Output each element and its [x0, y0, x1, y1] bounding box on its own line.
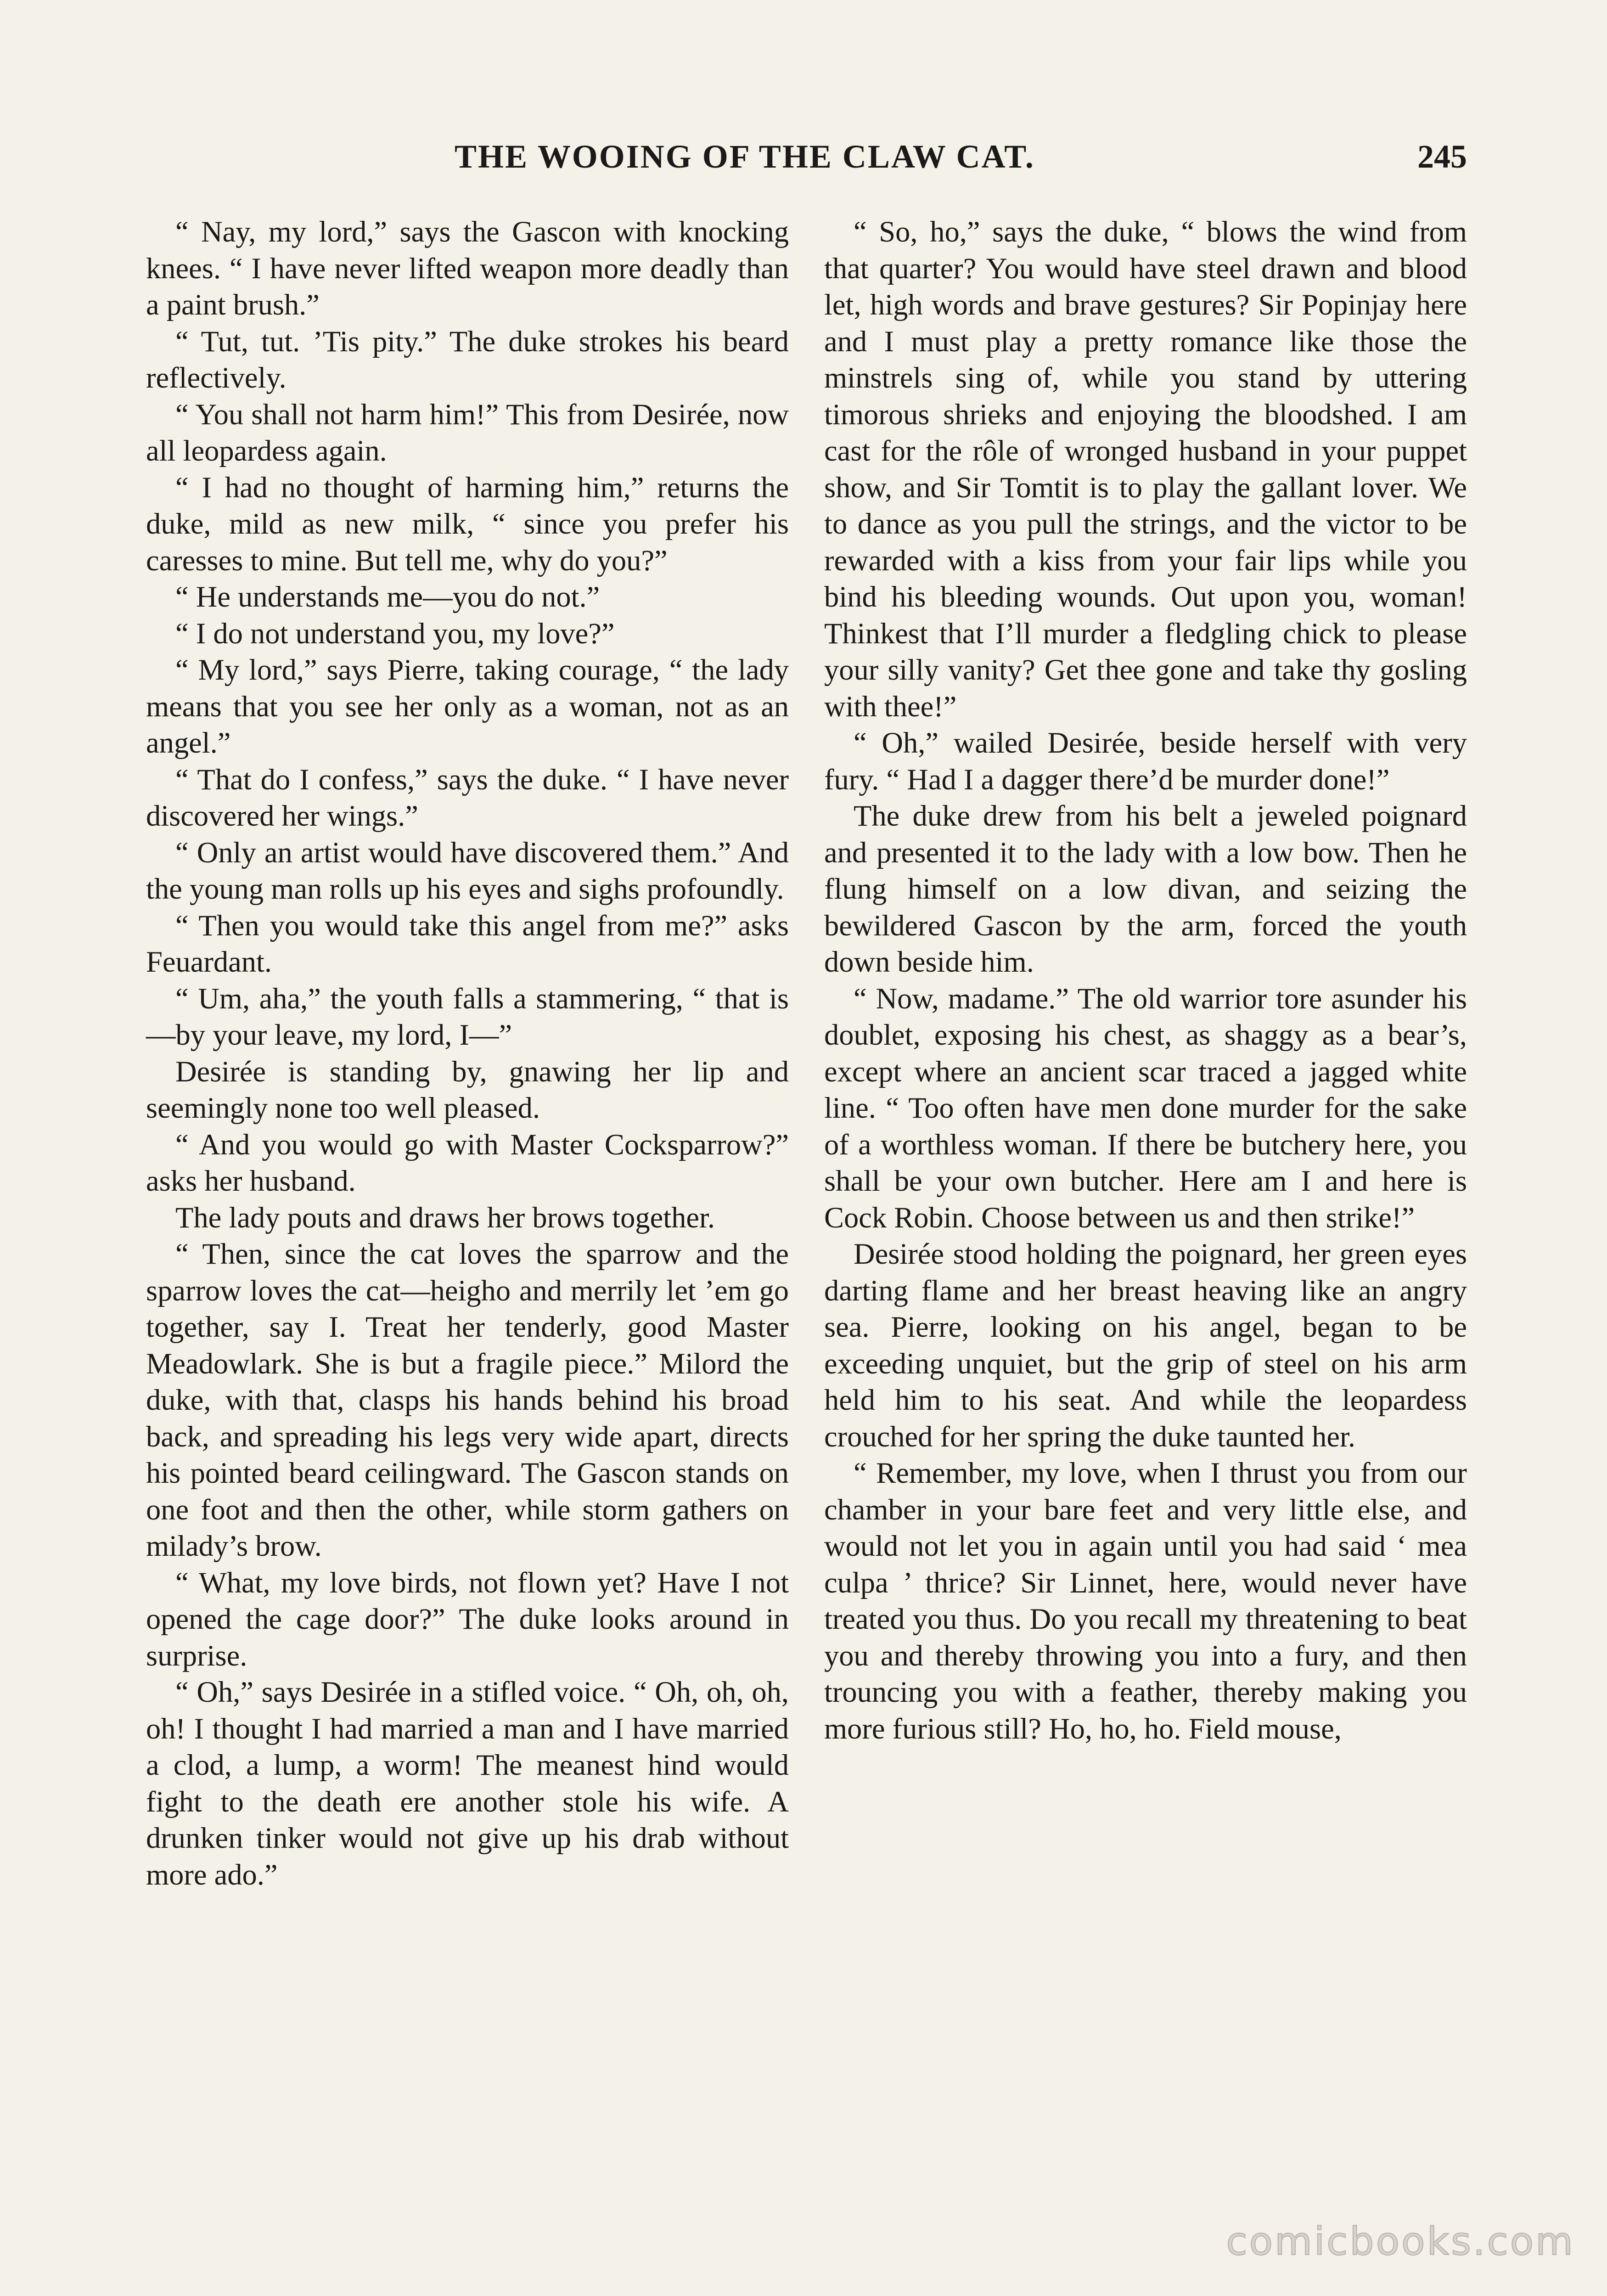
paragraph: “ Then you would take this angel from me?” asks Feuardant. — [146, 909, 789, 978]
paragraph: “ I do not understand you, my love?” — [175, 617, 615, 650]
left-column — [146, 214, 789, 1893]
paragraph: “ Oh,” says Desirée in a stifled voice. “ Oh, oh, oh, oh! I thought I had married a man and I have married a clod, a lump, a worm! The meanest hind would fight to the death ere another stole his wife. A drunken tinker would not give up his drab without more ado.” — [146, 1676, 789, 1891]
paragraph: “ You shall not harm him!” This from Desirée, now all leopardess again. — [146, 398, 789, 467]
paragraph: The lady pouts and draws her brows together. — [175, 1201, 715, 1234]
paragraph: “ And you would go with Master Cocksparrow?” asks her husband. — [146, 1128, 789, 1197]
paragraph: “ That do I confess,” says the duke. “ I have never discovered her wings.” — [146, 763, 789, 832]
right-column — [824, 214, 1467, 1747]
paragraph: “ So, ho,” says the duke, “ blows the wind from that quarter? You would have steel drawn and blood let, high words and brave gestures? Sir Popinjay here and I must play a pretty romance like those the minstrels sing of, while you stand by uttering timorous shrieks and enjoying the bloodshed. I am cast for the rôle of wronged husband in your puppet show, and Sir Tomtit is to play the gallant lover. We to dance as you pull the strings, and the victor to be rewarded with a kiss from your fair lips while you bind his bleeding wounds. Out upon you, woman! Thinkest that I’ll murder a fledgling chick to please your silly vanity? Get thee gone and take thy gosling with thee!” — [824, 215, 1467, 723]
paragraph: “ What, my love birds, not flown yet? Have I not opened the cage door?” The duke looks around in surprise. — [146, 1566, 789, 1672]
watermark: comicbooks.com — [1226, 2219, 1575, 2264]
paragraph: “ Nay, my lord,” says the Gascon with knocking knees. “ I have never lifted weapon more deadly than a paint brush.” — [146, 215, 789, 321]
paragraph: Desirée is standing by, gnawing her lip and seemingly none too well pleased. — [146, 1055, 789, 1124]
paragraph: “ He understands me—you do not.” — [175, 580, 600, 613]
paragraph: “ Oh,” wailed Desirée, beside herself with very fury. “ Had I a dagger there’d be murder done!” — [824, 726, 1467, 796]
paragraph: “ I had no thought of harming him,” returns the duke, mild as new milk, “ since you prefer his caresses to mine. But tell me, why do you?” — [146, 471, 789, 577]
paragraph: “ Remember, my love, when I thrust you from our chamber in your bare feet and very little else, and would not let you in again until you had said ‘ mea culpa ’ thrice? Sir Linnet, here, would never have treated you thus. Do you recall my threatening to beat you and thereby throwing you into a fury, and then trouncing you with a feather, thereby making you more furious still? Ho, ho, ho. Field mouse, — [824, 1457, 1467, 1745]
running-title: THE WOOING OF THE CLAW CAT. — [455, 138, 1035, 175]
paragraph: “ My lord,” says Pierre, taking courage, “ the lady means that you see her only as a woman, not as an angel.” — [146, 653, 789, 759]
paragraph: “ Tut, tut. ’Tis pity.” The duke strokes his beard reflectively. — [146, 325, 789, 394]
paragraph: The duke drew from his belt a jeweled poignard and presented it to the lady with a low bow. Then he flung himself on a low divan, and seizing the bewildered Gascon by the arm, forced the youth down beside him. — [824, 799, 1467, 978]
paragraph: “ Then, since the cat loves the sparrow and the sparrow loves the cat—heigho and merrily let ’em go together, say I. Treat her tenderly, good Master Meadowlark. She is but a fragile piece.” Milord the duke, with that, clasps his hands behind his broad back, and spreading his legs very wide apart, directs his pointed beard ceilingward. The Gascon stands on one foot and then the other, while storm gathers on milady’s brow. — [146, 1238, 789, 1562]
paragraph: Desirée stood holding the poignard, her green eyes darting flame and her breast heaving like an angry sea. Pierre, looking on his angel, began to be exceeding unquiet, but the grip of steel on his arm held him to his seat. And while the leopardess crouched for her spring the duke taunted her. — [824, 1238, 1467, 1453]
running-head — [455, 138, 1467, 193]
paragraph: “ Um, aha,” the youth falls a stammering, “ that is—by your leave, my lord, I—” — [146, 982, 789, 1051]
page-number: 245 — [1417, 138, 1467, 175]
paragraph: “ Only an artist would have discovered them.” And the young man rolls up his eyes and sighs profoundly. — [146, 836, 789, 905]
paragraph: “ Now, madame.” The old warrior tore asunder his doublet, exposing his chest, as shaggy as a bear’s, except where an ancient scar traced a jagged white line. “ Too often have men done murder for the sake of a worthless woman. If there be butchery here, you shall be your own butcher. Here am I and here is Cock Robin. Choose between us and then strike!” — [824, 982, 1467, 1234]
